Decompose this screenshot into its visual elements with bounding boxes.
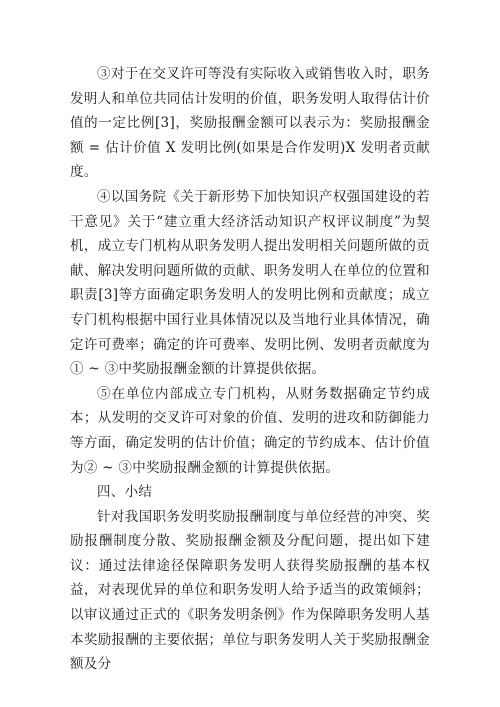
paragraph-method-3: ③对于在交叉许可等没有实际收入或销售收入时，职务发明人和单位共同估计发明的价值，职务发明人取得估计价值的一定比例[3]，奖励报酬金额可以表示为：奖励报酬金额 = 估计价值 X 发明比例(如果是合作发明)X 发明者贡献度。 (70, 66, 430, 181)
paragraph-method-4: ④以国务院《关于新形势下加快知识产权强国建设的若干意见》关于“建立重大经济活动知识产权评议制度”为契机，成立专门机构从职务发明人提出发明相关问题所做的贡献、解决发明问题所做的贡献、职务发明人在单位的位置和职责[3]等方面确定职务发明人的发明比例和贡献度；成立专门机构根据中国行业具体情况以及当地行业具体情况，确定许可费率；确定的许可费率、发明比例、发明者贡献度为① ~ ③中奖励报酬金额的计算提供依据。 (70, 188, 430, 378)
paragraph-method-5: ⑤在单位内部成立专门机构，从财务数据确定节约成本；从发明的交叉许可对象的价值、发明的进攻和防御能力等方面，确定发明的估计价值；确定的节约成本、估计价值为② ~ ③中奖励报酬金额的计算提供依据。 (70, 385, 430, 476)
section-heading-summary: 四、小结 (97, 484, 153, 501)
document-page (70, 62, 430, 677)
paragraph-summary: 针对我国职务发明奖励报酬制度与单位经营的冲突、奖励报酬制度分散、奖励报酬金额及分配问题，提出如下建议：通过法律途径保障职务发明人获得奖励报酬的基本权益，对表现优异的单位和职务发明人给予适当的政策倾斜；以审议通过正式的《职务发明条例》作为保障职务发明人基本奖励报酬的主要依据；单位与职务发明人关于奖励报酬金额及分 (70, 508, 430, 673)
